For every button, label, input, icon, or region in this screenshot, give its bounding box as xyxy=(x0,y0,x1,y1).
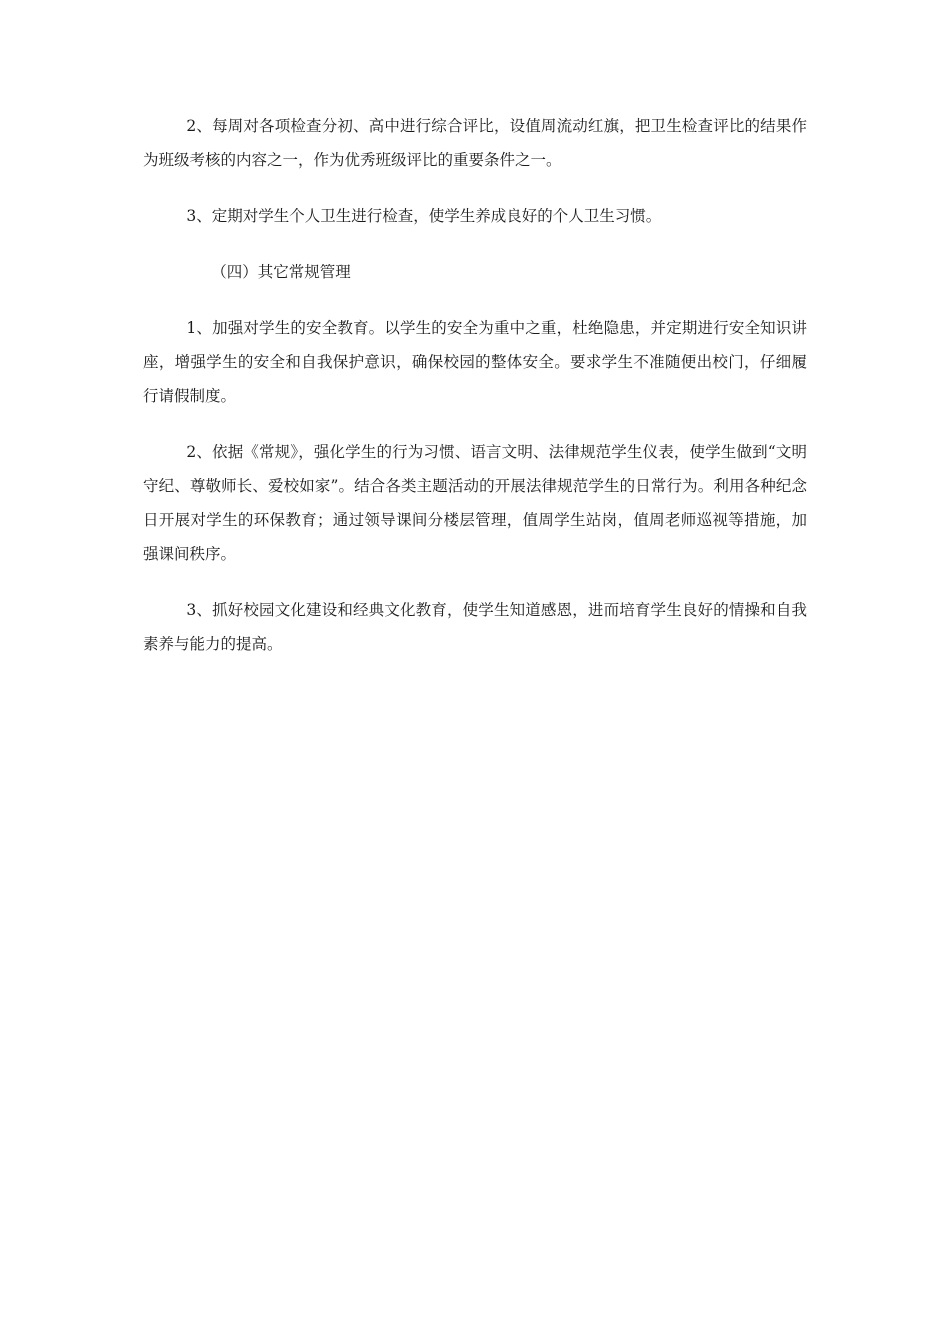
section-heading-other-routine: （四）其它常规管理 xyxy=(211,263,351,281)
paragraph-hygiene-evaluation: 2、每周对各项检查分初、高中进行综合评比，设值周流动红旗，把卫生检查评比的结果作为班级考核的内容之一，作为优秀班级评比的重要条件之一。 xyxy=(143,117,807,169)
paragraph-safety-education: 1、加强对学生的安全教育。以学生的安全为重中之重，杜绝隐患，并定期进行安全知识讲座，增强学生的安全和自我保护意识，确保校园的整体安全。要求学生不准随便出校门，仔细履行请假制度。 xyxy=(143,319,807,405)
paragraph-personal-hygiene: 3、定期对学生个人卫生进行检查，使学生养成良好的个人卫生习惯。 xyxy=(186,207,662,225)
document-body xyxy=(143,109,807,683)
paragraph-behavior-habits: 2、依据《常规》，强化学生的行为习惯、语言文明、法律规范学生仪表，使学生做到“文明守纪、尊敬师长、爱校如家”。结合各类主题活动的开展法律规范学生的日常行为。利用各种纪念日开展对学生的环保教育；通过领导课间分楼层管理，值周学生站岗，值周老师巡视等措施，加强课间秩序。 xyxy=(143,443,807,563)
paragraph-campus-culture: 3、抓好校园文化建设和经典文化教育，使学生知道感恩，进而培育学生良好的情操和自我素养与能力的提高。 xyxy=(143,601,807,653)
